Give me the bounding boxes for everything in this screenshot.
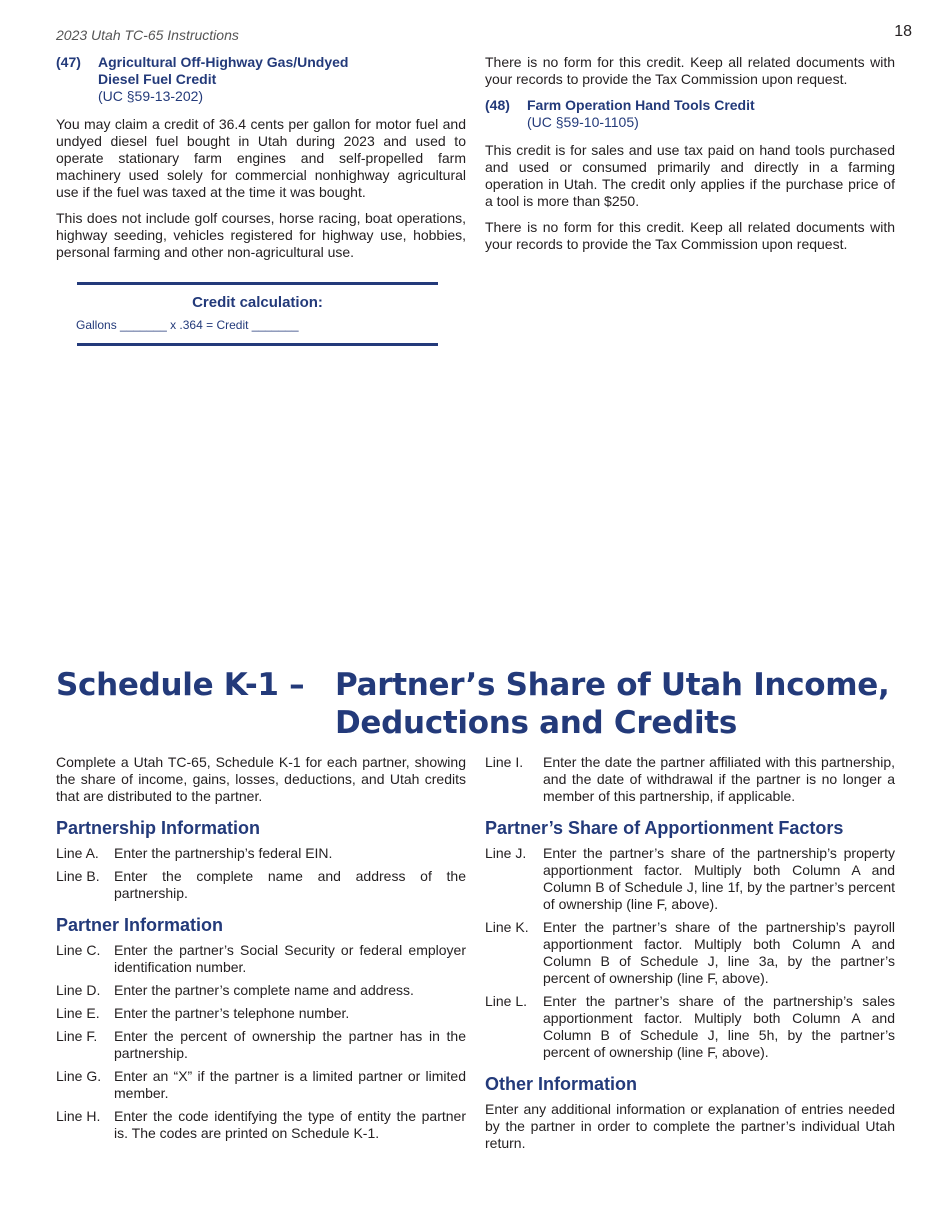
line-item [56, 1005, 466, 1022]
line-item [485, 919, 895, 987]
section-48-title-line: Farm Operation Hand Tools Credit [527, 97, 755, 113]
line-item [56, 982, 466, 999]
section-47-heading [56, 54, 466, 105]
line-text: Enter the date the partner affiliated with this partnership, and the date of withdrawal if the partner is no longer a member of this partnership, if applicable. [543, 754, 895, 804]
line-text: Enter the partnership’s federal EIN. [114, 845, 333, 861]
line-item [56, 1108, 466, 1142]
schedule-right-column [485, 754, 895, 1161]
line-label: Line L. [485, 993, 528, 1009]
line-label: Line A. [56, 845, 99, 861]
section-48-paragraph: This credit is for sales and use tax paid on hand tools purchased and used or consumed primarily and directly in a farming operation in Utah. The credit only applies if the purchase price of a tool is more than $250. [485, 142, 895, 209]
section-47-title-line2: Diesel Fuel Credit [98, 71, 217, 87]
line-label: Line G. [56, 1068, 102, 1084]
line-label: Line B. [56, 868, 100, 884]
no-form-note-1: There is no form for this credit. Keep all related documents with your records to provide the Tax Commission upon request. [485, 54, 895, 87]
line-text: Enter the percent of ownership the partner has in the partnership. [114, 1028, 466, 1061]
line-item [56, 868, 466, 902]
line-item [485, 845, 895, 913]
schedule-k1-title-prefix: Schedule K-1 – [56, 667, 305, 703]
line-item [56, 845, 466, 862]
section-47-exclusions: This does not include golf courses, horse racing, boat operations, highway seeding, vehicles registered for highway use, hobbies, personal farming and other non-agricultural use. [56, 210, 466, 260]
line-label: Line F. [56, 1028, 98, 1044]
right-top-column [485, 54, 895, 262]
schedule-k1-title-text [335, 666, 916, 742]
line-text: Enter the partner’s share of the partnership’s payroll apportionment factor. Multiply both Column A and Column B of Schedule J, line 3a, by the partner’s percent of ownership (line F, above). [543, 919, 895, 986]
schedule-k1-title [56, 666, 916, 742]
section-48-heading [485, 97, 895, 131]
section-47-paragraph: You may claim a credit of 36.4 cents per gallon for motor fuel and undyed diesel fuel bought in Utah during 2023 and used to operate stationary farm engines and self-propelled farm machinery used solely for commercial nonhighway agricultural use if the fuel was taxed at the time it was bought. [56, 116, 466, 200]
schedule-left-column [56, 754, 466, 1148]
section-48-number: (48) [485, 97, 510, 113]
line-text: Enter the partner’s complete name and address. [114, 982, 414, 998]
section-47 [56, 54, 466, 270]
credit-calculation-formula: Gallons _______ x .364 = Credit _______ [76, 318, 299, 332]
line-item [56, 942, 466, 976]
line-label: Line K. [485, 919, 529, 935]
line-label: Line E. [56, 1005, 100, 1021]
partner-info-heading: Partner Information [56, 915, 224, 935]
section-47-title-line1: Agricultural Off-Highway Gas/Undyed [98, 54, 349, 70]
schedule-intro: Complete a Utah TC-65, Schedule K-1 for each partner, showing the share of income, gains, losses, deductions, and Utah credits that are distributed to the partner. [56, 754, 466, 804]
line-item [485, 993, 895, 1061]
line-text: Enter an “X” if the partner is a limited partner or limited member. [114, 1068, 466, 1101]
section-47-citation: (UC §59-13-202) [98, 88, 204, 104]
other-info-text: Enter any additional information or explanation of entries needed by the partner in order to complete the partner’s individual Utah return. [485, 1101, 895, 1151]
no-form-note-2: There is no form for this credit. Keep all related documents with your records to provide the Tax Commission upon request. [485, 219, 895, 252]
line-text: Enter the code identifying the type of entity the partner is. The codes are printed on Schedule K-1. [114, 1108, 466, 1141]
section-47-title [98, 54, 466, 105]
section-48-title [527, 97, 895, 131]
line-text: Enter the partner’s Social Security or federal employer identification number. [114, 942, 466, 975]
line-label: Line D. [56, 982, 101, 998]
line-text: Enter the partner’s share of the partnership’s property apportionment factor. Multiply both Column A and Column B of Schedule J, line 1f, by the partner’s percent of ownership (line F, above). [543, 845, 895, 912]
schedule-k1-title-line2: Deductions and Credits [335, 705, 737, 741]
line-text: Enter the partner’s share of the partnership’s sales apportionment factor. Multiply both Column A and Column B of Schedule J, line 5h, by the partner’s percent of ownership (line F, above). [543, 993, 895, 1060]
other-info-heading: Other Information [485, 1074, 637, 1094]
page-number: 18 [894, 23, 912, 40]
apportionment-heading: Partner’s Share of Apportionment Factors [485, 818, 844, 838]
line-text: Enter the partner’s telephone number. [114, 1005, 350, 1021]
document-title: 2023 Utah TC-65 Instructions [56, 27, 239, 43]
line-text: Enter the complete name and address of the partnership. [114, 868, 466, 901]
line-label: Line J. [485, 845, 527, 861]
line-label: Line I. [485, 754, 524, 770]
schedule-k1-title-line1: Partner’s Share of Utah Income, [335, 667, 890, 703]
section-48-citation: (UC §59-10-1105) [527, 114, 639, 130]
line-item [56, 1028, 466, 1062]
line-item [485, 754, 895, 805]
section-47-number: (47) [56, 54, 81, 70]
line-label: Line H. [56, 1108, 101, 1124]
partnership-info-heading: Partnership Information [56, 818, 261, 838]
credit-calculation-box [77, 282, 438, 346]
credit-calculation-title: Credit calculation: [192, 294, 323, 311]
line-item [56, 1068, 466, 1102]
line-label: Line C. [56, 942, 101, 958]
